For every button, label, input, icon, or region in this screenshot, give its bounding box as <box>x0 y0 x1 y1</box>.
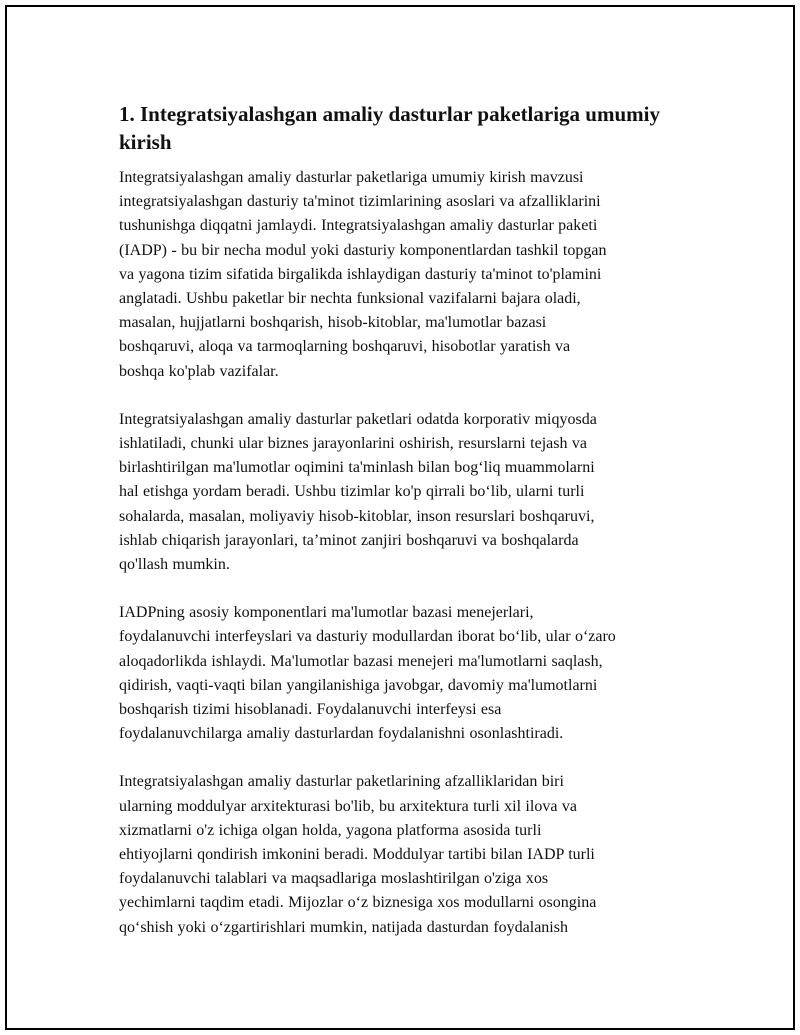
text-line: Integratsiyalashgan amaliy dasturlar paketlariga umumiy kirish mavzusi <box>119 169 584 186</box>
text-line: aloqadorlikda ishlaydi. Ma'lumotlar bazasi menejeri ma'lumotlarni saqlash, <box>119 652 603 670</box>
text-line: integratsiyalashgan dasturiy ta'minot tizimlarining asoslari va afzalliklarini <box>119 193 601 211</box>
text-line: anglatadi. Ushbu paketlar bir nechta funksional vazifalarni bajara oladi, <box>119 290 581 308</box>
paragraph <box>119 166 697 384</box>
text-line: Integratsiyalashgan amaliy dasturlar paketlari odatda korporativ miqyosda <box>119 410 597 428</box>
text-line: va yagona tizim sifatida birgalikda ishlaydigan dasturiy ta'minot to'plamini <box>119 265 602 283</box>
text-line: Integratsiyalashgan amaliy dasturlar paketlarining afzalliklaridan biri <box>119 773 564 791</box>
text-line: yechimlarni taqdim etadi. Mijozlar o‘z biznesiga xos modullarni osongina <box>119 894 597 912</box>
text-line: ehtiyojlarni qondirish imkonini beradi. Moddulyar tartibi bilan IADP turli <box>119 846 595 864</box>
section-heading <box>119 100 697 156</box>
text-line: boshqarish tizimi hisoblanadi. Foydalanuvchi interfeysi esa <box>119 701 502 719</box>
text-line: boshqa ko'plab vazifalar. <box>119 362 279 380</box>
paragraph <box>119 601 697 746</box>
text-line: hal etishga yordam beradi. Ushbu tizimlar ko'p qirrali bo‘lib, ularni turli <box>119 483 585 501</box>
text-line: xizmatlarni o'z ichiga olgan holda, yagona platforma asosida turli <box>119 821 542 839</box>
text-line: (IADP) - bu bir necha modul yoki dasturiy komponentlardan tashkil topgan <box>119 241 607 259</box>
paragraph <box>119 408 697 577</box>
text-line: foydalanuvchilarga amaliy dasturlardan foydalanishni osonlashtiradi. <box>119 725 564 743</box>
text-line: tushunishga diqqatni jamlaydi. Integratsiyalashgan amaliy dasturlar paketi <box>119 217 598 235</box>
text-line: qo'llash mumkin. <box>119 556 230 574</box>
heading-line: kirish <box>119 130 172 154</box>
text-line: birlashtirilgan ma'lumotlar oqimini ta'minlash bilan bog‘liq muammolarni <box>119 459 595 477</box>
text-line: qidirish, vaqti-vaqti bilan yangilanishiga javobgar, davomiy ma'lumotlarni <box>119 676 598 694</box>
text-line: ishlab chiqarish jarayonlari, ta’minot zanjiri boshqaruvi va boshqalarda <box>119 531 579 549</box>
document-body <box>119 100 697 964</box>
text-line: qo‘shish yoki o‘zgartirishlari mumkin, natijada dasturdan foydalanish <box>119 918 568 936</box>
text-line: ishlatiladi, chunki ular biznes jarayonlarini oshirish, resurslarni tejash va <box>119 435 587 453</box>
text-line: sohalarda, masalan, moliyaviy hisob-kitoblar, inson resurslari boshqaruvi, <box>119 507 595 525</box>
text-line: IADPning asosiy komponentlari ma'lumotlar bazasi menejerlari, <box>119 604 534 622</box>
text-line: masalan, hujjatlarni boshqarish, hisob-kitoblar, ma'lumotlar bazasi <box>119 314 547 332</box>
paragraph <box>119 770 697 939</box>
text-line: ularning moddulyar arxitekturasi bo'lib, bu arxitektura turli xil ilova va <box>119 797 577 815</box>
text-line: boshqaruvi, aloqa va tarmoqlarning boshqaruvi, hisobotlar yaratish va <box>119 338 571 356</box>
heading-line: 1. Integratsiyalashgan amaliy dasturlar paketlariga umumiy <box>119 102 660 126</box>
text-line: foydalanuvchi talablari va maqsadlariga moslashtirilgan o'ziga xos <box>119 870 549 888</box>
page-frame <box>5 5 795 1030</box>
text-line: foydalanuvchi interfeyslari va dasturiy modullardan iborat bo‘lib, ular o‘zaro <box>119 628 616 646</box>
